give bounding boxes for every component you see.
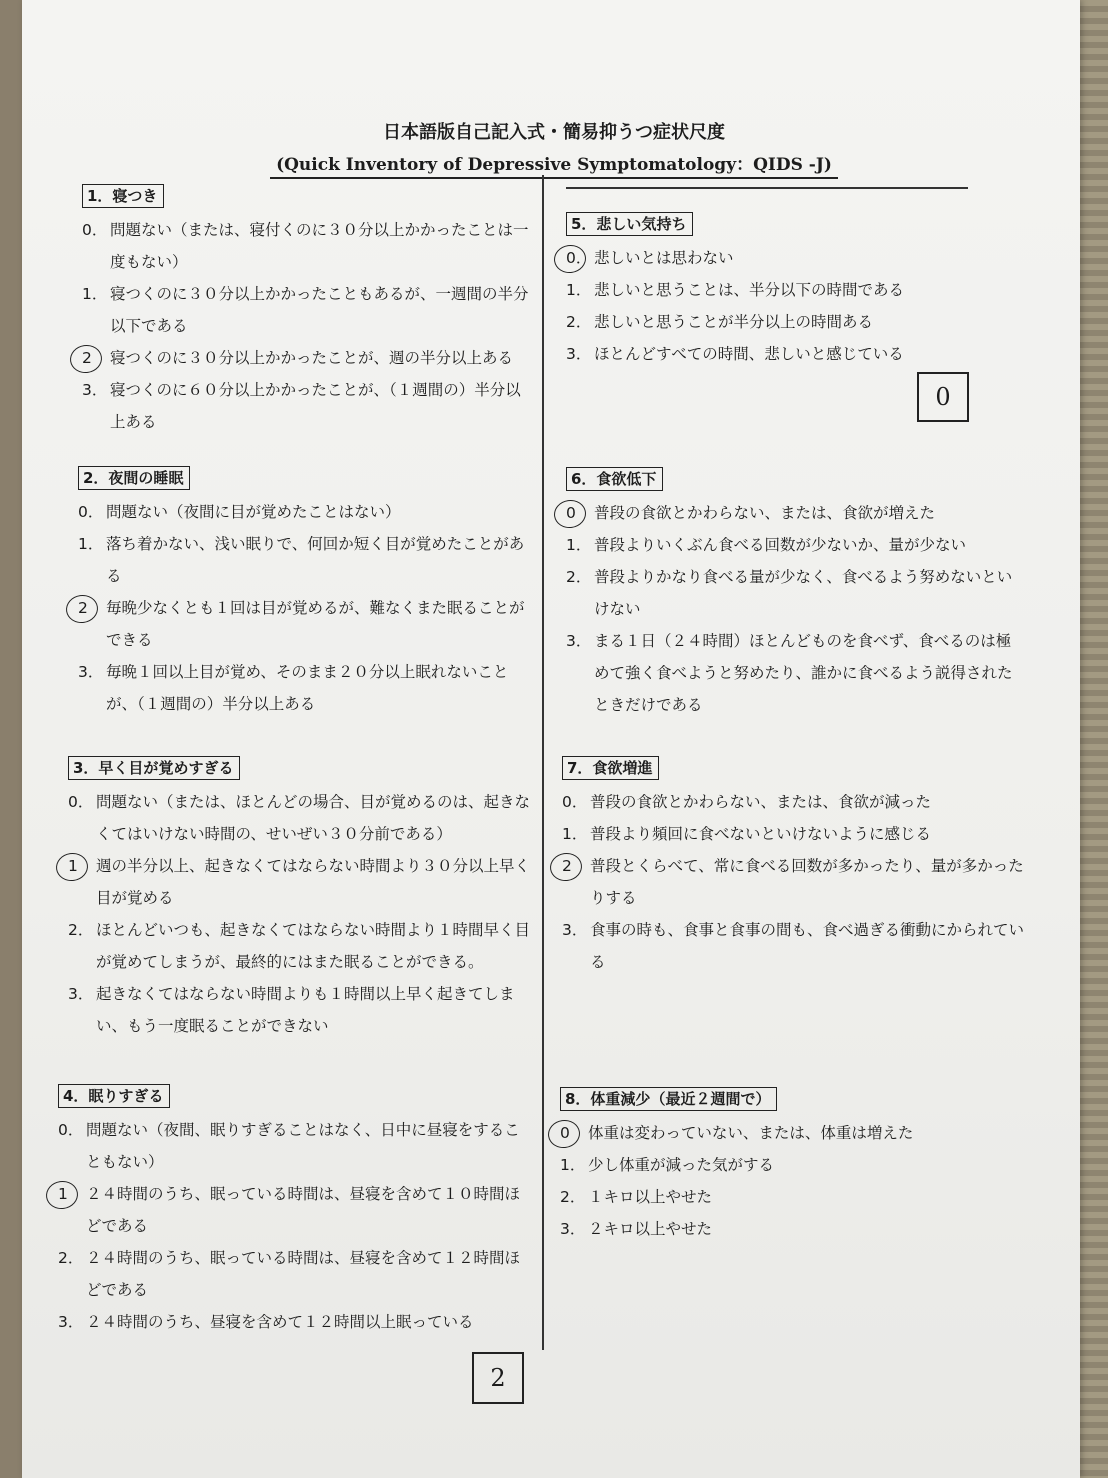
option-0[interactable]: 0． 問題ない（または、ほとんどの場合、目が覚めるのは、起きなくてはいけない時間の、せいぜい３０分前である） (68, 793, 531, 843)
option-1[interactable]: 1． 普段より頻回に食べないといけないように感じる (562, 825, 932, 843)
option-1[interactable]: 1． 落ち着かない、浅い眠りで、何回か短く目が覚めたことがある (78, 535, 525, 585)
section-heading: 2．夜間の睡眠 (78, 466, 190, 490)
section-appetite-increase (562, 756, 1024, 978)
option-2-selected[interactable]: 2 寝つくのに３０分以上かかったことが、週の半分以上ある (82, 342, 532, 374)
score-box-sleep: 2 (472, 1352, 524, 1404)
section-oversleeping (58, 1084, 530, 1338)
section-heading: 8．体重減少（最近２週間で） (560, 1087, 777, 1111)
section-heading: 4．眠りすぎる (58, 1084, 170, 1108)
option-1[interactable]: 1． 寝つくのに３０分以上かかったこともあるが、一週間の半分以下である (82, 285, 529, 335)
option-3[interactable]: 3． 食事の時も、食事と食事の間も、食べ過ぎる衝動にかられている (562, 921, 1025, 971)
option-1-selected[interactable]: 1 ２４時間のうち、眠っている時間は、昼寝を含めて１０時間ほどである (58, 1178, 530, 1242)
option-1-selected[interactable]: 1 週の半分以上、起きなくてはならない時間より３０分以上早く目が覚める (68, 850, 532, 914)
option-2[interactable]: 2． 普段よりかなり食べる量が少なく、食べるよう努めないといけない (566, 568, 1013, 618)
option-1[interactable]: 1． 悲しいと思うことは、半分以下の時間である (566, 281, 905, 299)
section-heading: 7．食欲増進 (562, 756, 659, 780)
option-1[interactable]: 1． 少し体重が減った気がする (560, 1156, 775, 1174)
section-heading: 1．寝つき (82, 184, 164, 208)
section-early-waking (68, 756, 532, 1042)
option-2-selected[interactable]: 2 普段とくらべて、常に食べる回数が多かったり、量が多かったりする (562, 850, 1024, 914)
option-2[interactable]: 2． ほとんどいつも、起きなくてはならない時間より１時間早く目が覚めてしまうが、最終的にはまた眠ることができる。 (68, 921, 531, 971)
option-3[interactable]: 3． まる１日（２４時間）ほとんどものを食べず、食べるのは極めて強く食べようと努めたり、誰かに食べるよう説得されたときだけである (566, 632, 1013, 714)
option-0-selected[interactable]: 0 体重は変わっていない、または、体重は増えた (560, 1117, 1022, 1149)
option-0[interactable]: 0． 問題ない（夜間、眠りすぎることはなく、日中に昼寝をすることもない） (58, 1121, 520, 1171)
option-0-selected[interactable]: 0 普段の食欲とかわらない、または、食欲が増えた (566, 497, 1024, 529)
section-heading: 3．早く目が覚めすぎる (68, 756, 240, 780)
document-subtitle: (Quick Inventory of Depressive Symptomatology：QIDS -J) (0, 150, 1108, 175)
right-column-top-rule (566, 187, 968, 189)
section-weight-loss (560, 1087, 1022, 1245)
score-box-sadness: 0 (917, 372, 969, 422)
section-sleep-onset (82, 184, 532, 438)
column-divider (542, 175, 544, 1350)
option-3[interactable]: 3． ほとんどすべての時間、悲しいと感じている (566, 345, 904, 363)
option-2[interactable]: 2． 悲しいと思うことが半分以上の時間ある (566, 313, 874, 331)
option-0-selected[interactable]: 0． 悲しいとは思わない (566, 242, 1016, 274)
section-heading: 6．食欲低下 (566, 467, 663, 491)
section-heading: 5．悲しい気持ち (566, 212, 693, 236)
option-3[interactable]: 3． ２４時間のうち、昼寝を含めて１２時間以上眠っている (58, 1313, 474, 1331)
option-3[interactable]: 3． ２キロ以上やせた (560, 1220, 713, 1238)
document-title: 日本語版自己記入式・簡易抑うつ症状尺度 (383, 122, 725, 143)
option-1[interactable]: 1． 普段よりいくぶん食べる回数が少ないか、量が少ない (566, 536, 967, 554)
option-2[interactable]: 2． １キロ以上やせた (560, 1188, 713, 1206)
option-0[interactable]: 0． 普段の食欲とかわらない、または、食欲が減った (562, 793, 932, 811)
option-0[interactable]: 0． 問題ない（夜間に目が覚めたことはない） (78, 503, 401, 521)
section-night-sleep (78, 466, 530, 720)
option-2[interactable]: 2． ２４時間のうち、眠っている時間は、昼寝を含めて１２時間ほどである (58, 1249, 521, 1299)
option-2-selected[interactable]: 2 毎晩少なくとも１回は目が覚めるが、難なくまた眠ることができる (78, 592, 530, 656)
section-sadness (566, 212, 1016, 370)
option-3[interactable]: 3． 起きなくてはならない時間よりも１時間以上早く起きてしまい、もう一度眠ることができない (68, 985, 515, 1035)
option-0[interactable]: 0． 問題ない（または、寝付くのに３０分以上かかったことは一度もない） (82, 221, 529, 271)
option-3[interactable]: 3． 寝つくのに６０分以上かかったことが、（１週間の）半分以上ある (82, 381, 521, 431)
option-3[interactable]: 3． 毎晩１回以上目が覚め、そのまま２０分以上眠れないことが、（１週間の）半分以上ある (78, 663, 509, 713)
section-appetite-decrease (566, 467, 1024, 721)
